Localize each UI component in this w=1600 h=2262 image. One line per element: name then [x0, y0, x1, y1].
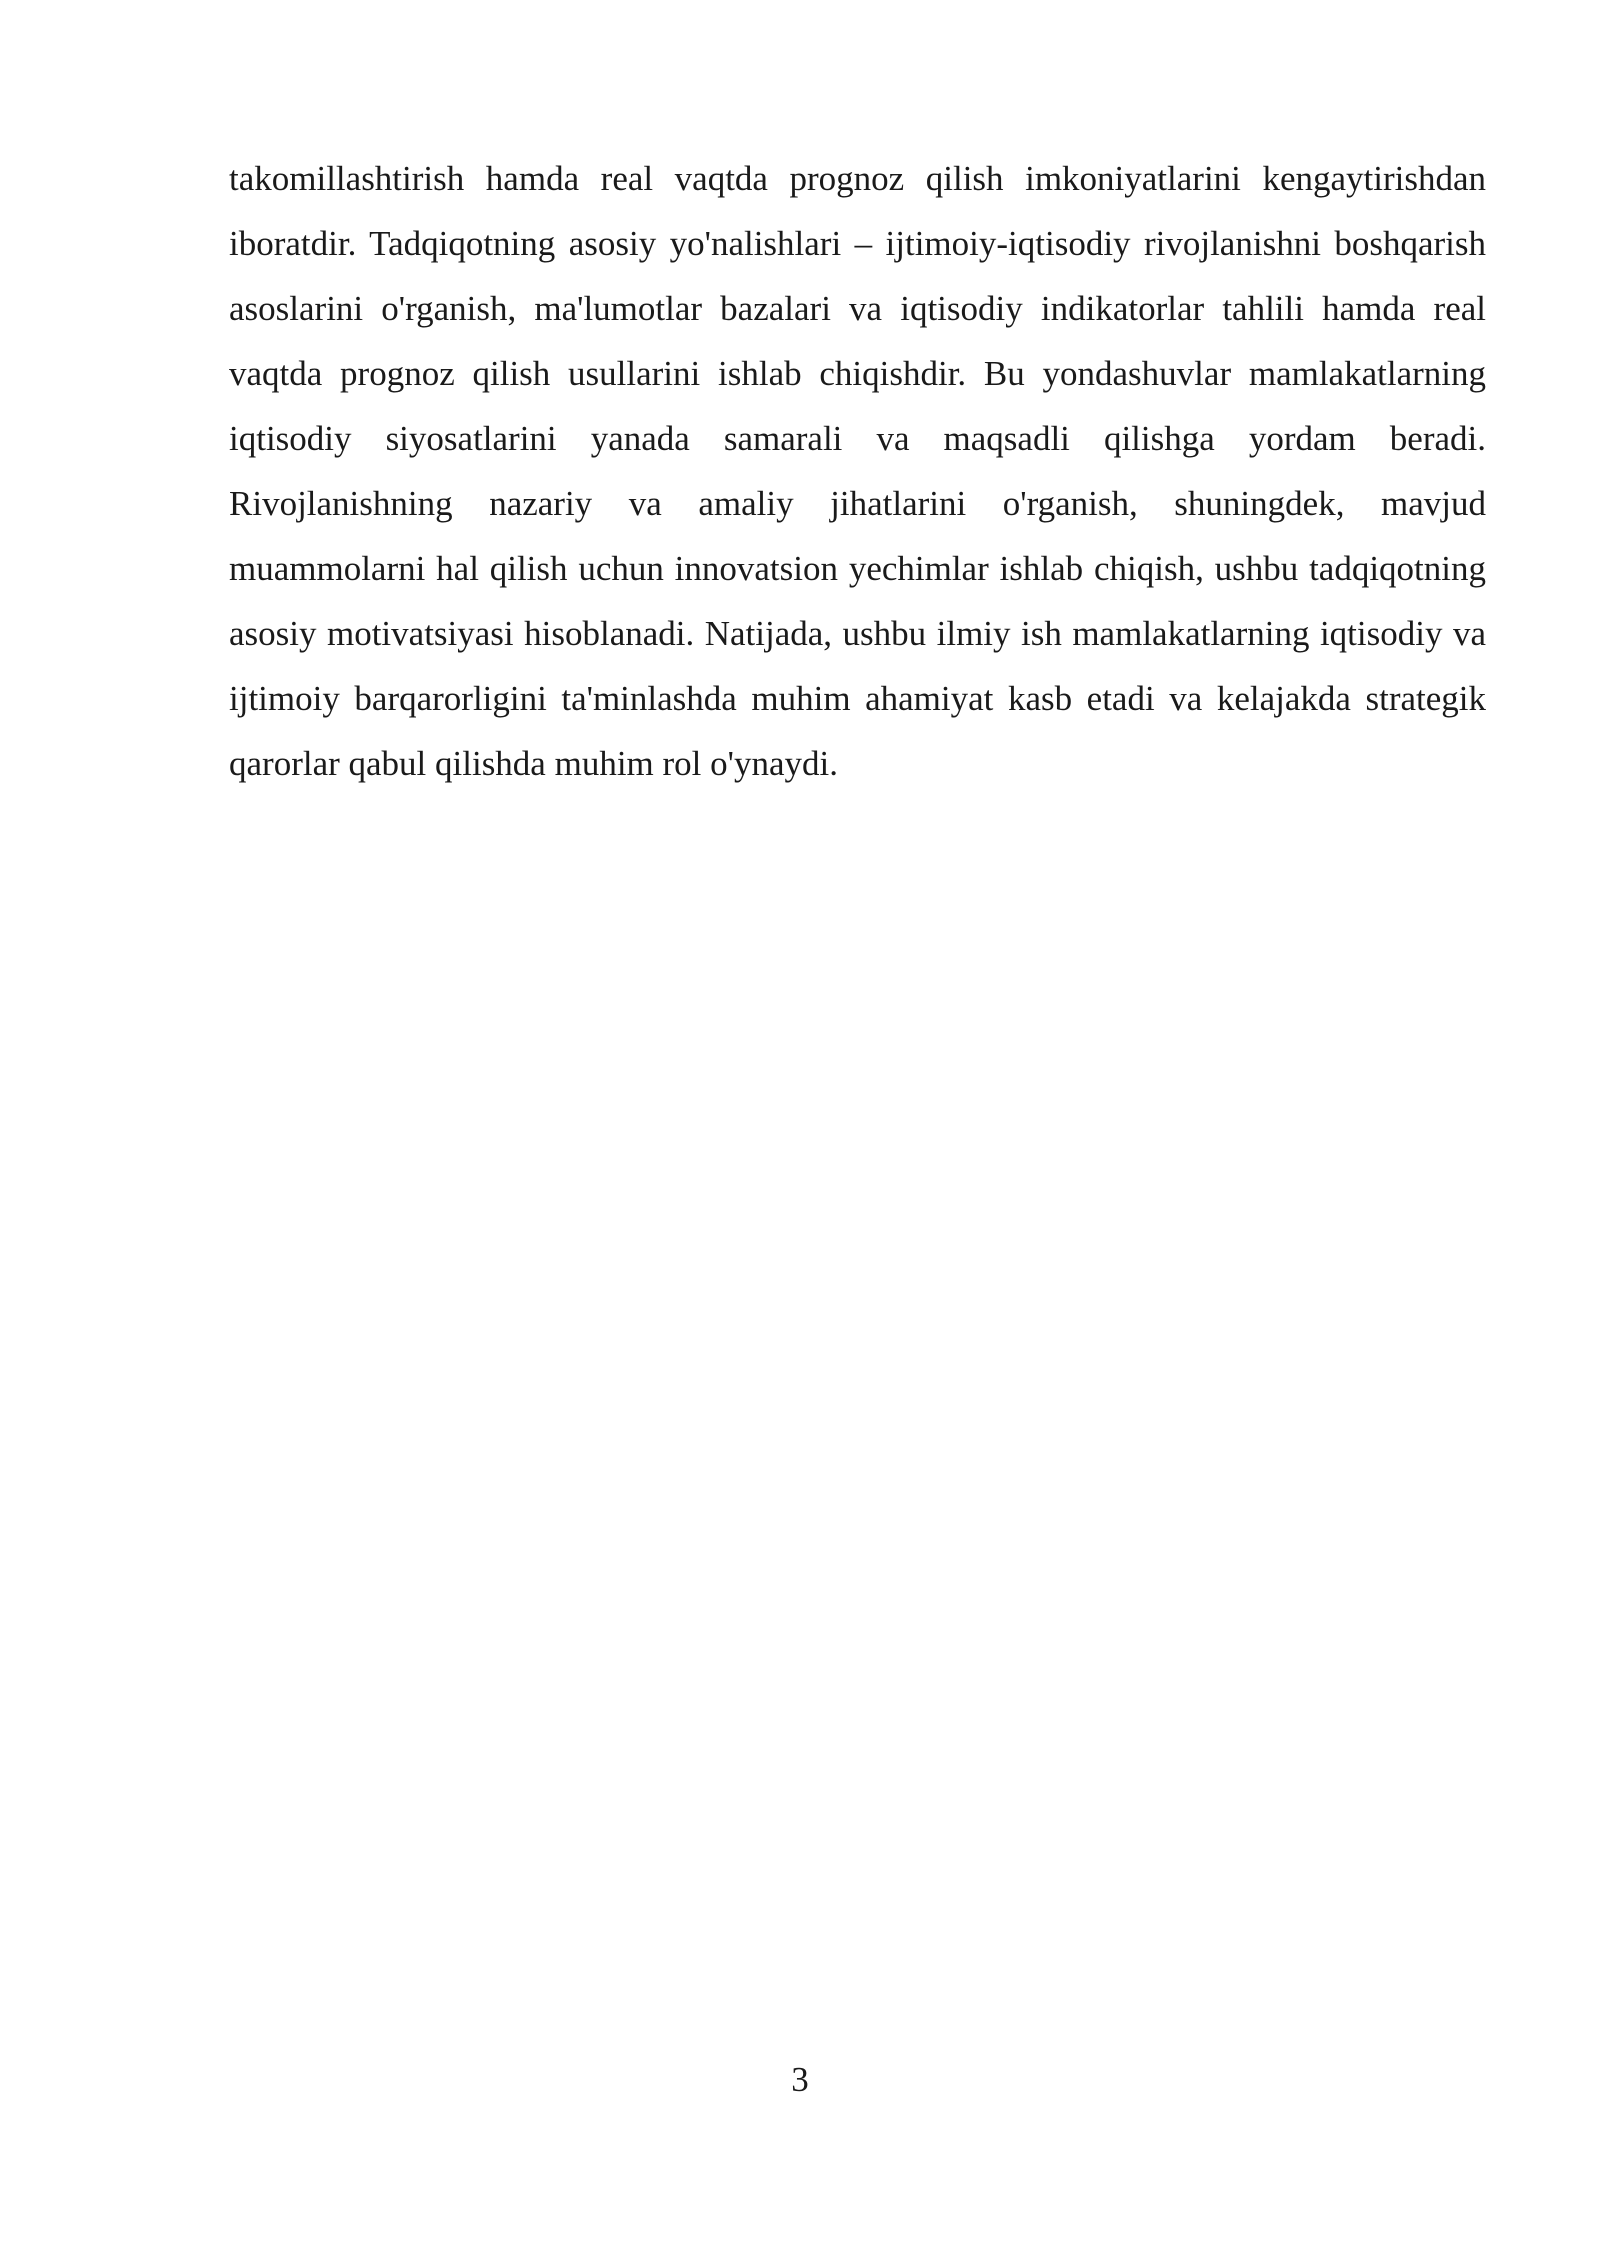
page-number: 3: [791, 2060, 809, 2099]
body-paragraph: takomillashtirish hamda real vaqtda prognoz qilish imkoniyatlarini kengaytirishdan iboratdir. Tadqiqotning asosiy yo'nalishlari – ijtimoiy-iqtisodiy rivojlanishni boshqarish asoslarini o'rganish, ma'lumotlar bazalari va iqtisodiy indikatorlar tahlili hamda real vaqtda prognoz qilish usullarini ishlab chiqishdir. Bu yondashuvlar mamlakatlarning iqtisodiy siyosatlarini yanada samarali va maqsadli qilishga yordam beradi. Rivojlanishning nazariy va amaliy jihatlarini o'rganish, shuningdek, mavjud muammolarni hal qilish uchun innovatsion yechimlar ishlab chiqish, ushbu tadqiqotning asosiy motivatsiyasi hisoblanadi. Natijada, ushbu ilmiy ish mamlakatlarning iqtisodiy va ijtimoiy barqarorligini ta'minlashda muhim ahamiyat kasb etadi va kelajakda strategik qarorlar qabul qilishda muhim rol o'ynaydi.: [229, 159, 1486, 783]
